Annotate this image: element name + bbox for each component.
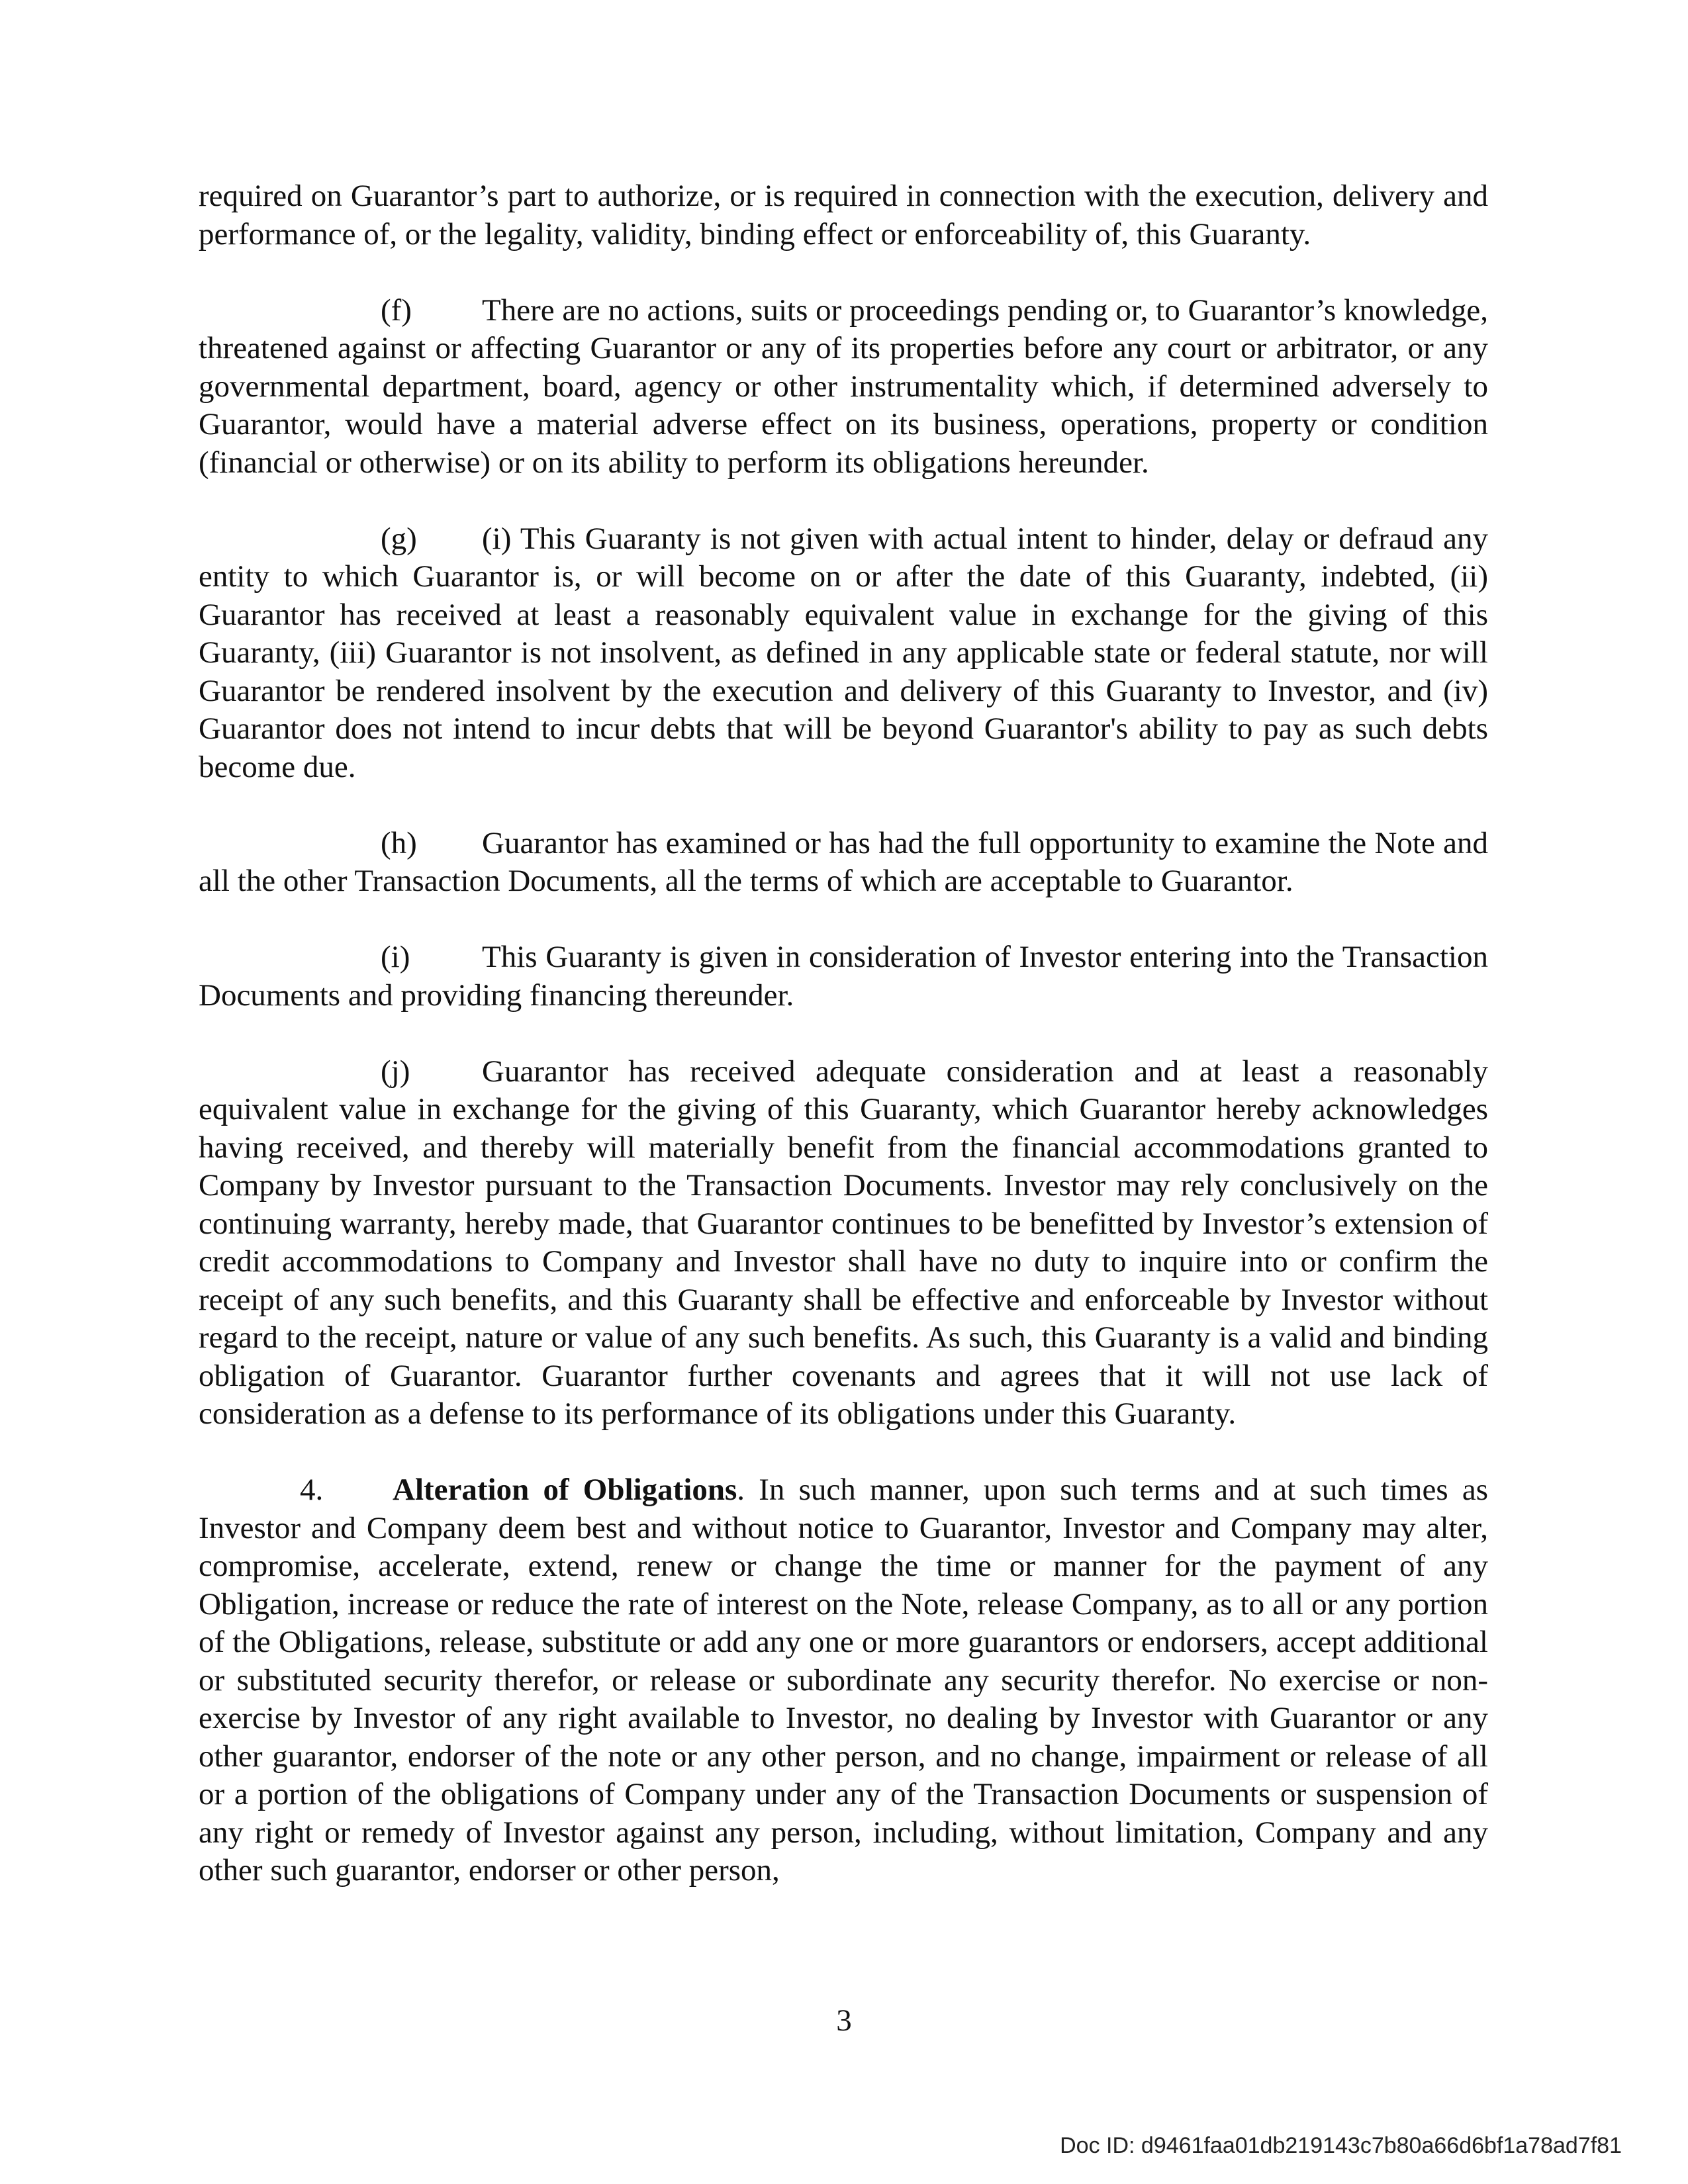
subsection-f <box>199 292 1488 482</box>
doc-id-footer: Doc ID: d9461faa01db219143c7b80a66d6bf1a78ad7f81 <box>1060 2133 1622 2158</box>
page-number: 3 <box>836 2003 852 2038</box>
subsection-text: There are no actions, suits or proceedings pending or, to Guarantor’s knowledge, threatened against or affecting Guarantor or any of its properties before any court or arbitrator, or any governmental department, board, agency or other instrumentality which, if determined adversely to Guarantor, would have a material adverse effect on its business, operations, property or condition (financial or otherwise) or on its ability to perform its obligations hereunder. <box>199 293 1488 480</box>
subsection-text: Guarantor has received adequate consideration and at least a reasonably equivalent value in exchange for the giving of this Guaranty, which Guarantor hereby acknowledges having received, and thereby will materially benefit from the financial accommodations granted to Company by Investor pursuant to the Transaction Documents. Investor may rely conclusively on the continuing warranty, hereby made, that Guarantor continues to be benefitted by Investor’s extension of credit accommodations to Company and Investor shall have no duty to inquire into or confirm the receipt of any such benefits, and this Guaranty shall be effective and enforceable by Investor without regard to the receipt, nature or value of any such benefits. As such, this Guaranty is a valid and binding obligation of Guarantor. Guarantor further covenants and agrees that it will not use lack of consideration as a defense to its performance of its obligations under this Guaranty. <box>199 1054 1488 1431</box>
subsection-text: This Guaranty is given in consideration of Investor entering into the Transaction Documents and providing financing thereunder. <box>199 940 1488 1013</box>
subsection-label: (i) <box>381 940 410 974</box>
section-4-paragraph <box>199 1471 1488 1890</box>
subsection-label: (h) <box>381 825 417 860</box>
subsection-g <box>199 520 1488 787</box>
section-number: 4. <box>300 1473 324 1507</box>
document-body <box>199 177 1488 1890</box>
subsection-h <box>199 825 1488 901</box>
continuation-paragraph: required on Guarantor’s part to authorize, or is required in connection with the execution, delivery and performance of, or the legality, validity, binding effect or enforceability of, this Guaranty. <box>199 179 1488 251</box>
subsection-j <box>199 1053 1488 1433</box>
subsection-text: (i) This Guaranty is not given with actual intent to hinder, delay or defraud any entity to which Guarantor is, or will become on or after the date of this Guaranty, indebted, (ii) Guarantor has received at least a reasonably equivalent value in exchange for the giving of this Guaranty, (iii) Guarantor is not insolvent, as defined in any applicable state or federal statute, nor will Guarantor be rendered insolvent by the execution and delivery of this Guaranty to Investor, and (iv) Guarantor does not intend to incur debts that will be beyond Guarantor's ability to pay as such debts become due. <box>199 521 1488 784</box>
subsection-label: (g) <box>381 521 417 556</box>
section-text: . In such manner, upon such terms and at such times as Investor and Company deem best and without notice to Guarantor, Investor and Company may alter, compromise, accelerate, extend, renew or change the time or manner for the payment of any Obligation, increase or reduce the rate of interest on the Note, release Company, as to all or any portion of the Obligations, release, substitute or add any one or more guarantors or endorsers, accept additional or substituted security therefor, or release or subordinate any security therefor. No exercise or non-exercise by Investor of any right available to Investor, no dealing by Investor with Guarantor or any other guarantor, endorser of the note or any other person, and no change, impairment or release of all or a portion of the obligations of Company under any of the Transaction Documents or suspension of any right or remedy of Investor against any person, including, without limitation, Company and any other such guarantor, endorser or other person, <box>199 1473 1488 1888</box>
subsection-i <box>199 938 1488 1015</box>
subsection-label: (j) <box>381 1054 410 1089</box>
section-title: Alteration of Obligations <box>393 1473 737 1507</box>
subsection-text: Guarantor has examined or has had the full opportunity to examine the Note and all the other Transaction Documents, all the terms of which are acceptable to Guarantor. <box>199 825 1488 898</box>
subsection-label: (f) <box>381 293 412 328</box>
